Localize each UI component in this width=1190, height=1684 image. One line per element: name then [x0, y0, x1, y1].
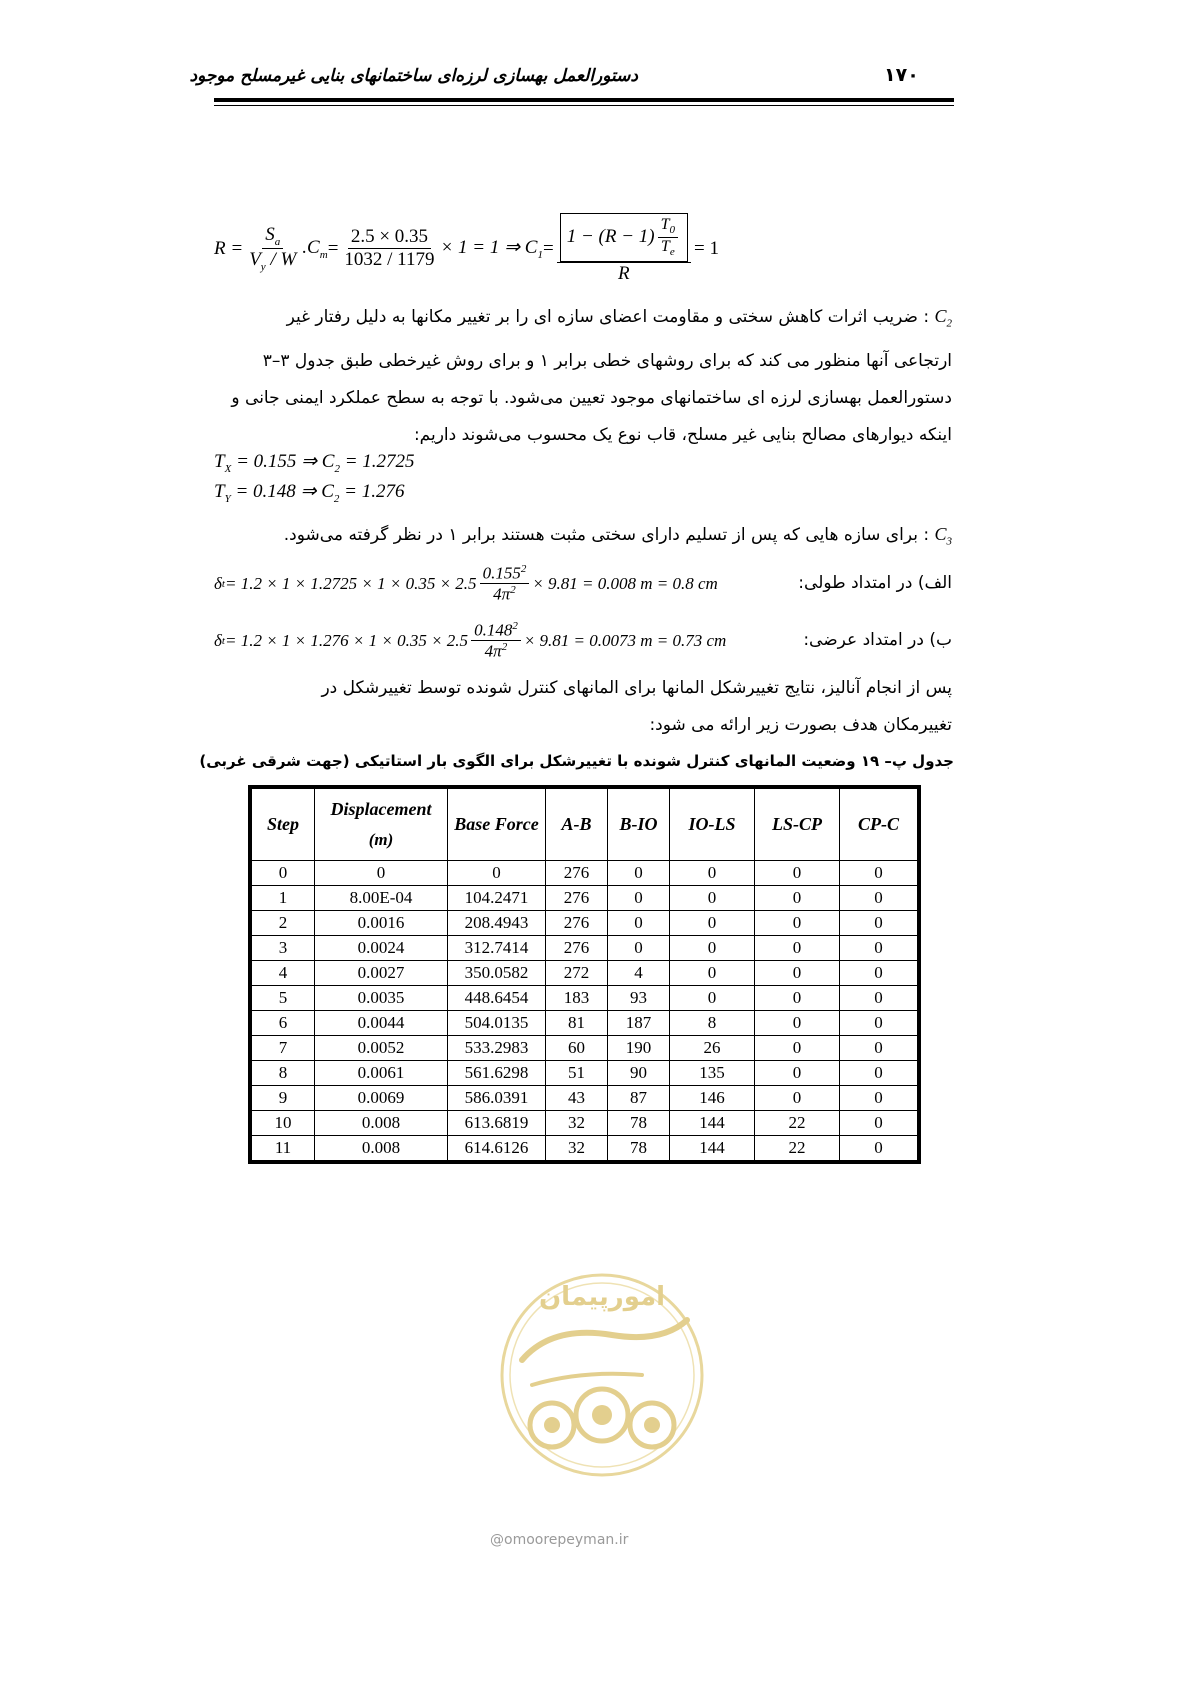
table-cell: 32 [546, 1136, 608, 1161]
fraction-sa-vyw [246, 224, 299, 274]
table-cell: 0 [840, 886, 918, 911]
table-cell: 87 [608, 1086, 670, 1111]
table-cell: 0 [755, 936, 840, 961]
table-cell: 0 [448, 861, 546, 886]
bracket-expression: 1 − (R − 1) $\frac{T_0}{T_e}$ [560, 213, 688, 262]
table-cell: 0 [608, 861, 670, 886]
table-cell: 0.0069 [315, 1086, 448, 1111]
table-cell: 9 [252, 1086, 315, 1111]
formula-r-lhs: R = [214, 237, 244, 259]
table-cell: 4 [252, 961, 315, 986]
table-cell: 0 [670, 986, 755, 1011]
table-cell: 276 [546, 911, 608, 936]
delta-transverse-equation: δ t = 1.2 × 1 × 1.276 × 1 × 0.35 × 2.5 $\frac{0.148^2}{4\pi^2}$ × 9.81 = 0.0073 m = 0.73 cm [214, 620, 727, 661]
paragraph-c2-line3: دستورالعمل بهسازی لرزه ای ساختمانهای موجود تعیین می‌شود. با توجه به سطح عملکرد ایمنی جانی و [231, 387, 952, 408]
table-cell: 187 [608, 1011, 670, 1036]
table-cell: 11 [252, 1136, 315, 1161]
table-cell: 183 [546, 986, 608, 1011]
table-cell: 0 [840, 1111, 918, 1136]
table-cell: 614.6126 [448, 1136, 546, 1161]
table-cell: 586.0391 [448, 1086, 546, 1111]
table-cell: 0 [670, 911, 755, 936]
equation-ty: $T_Y = 0.148$ ⇒ $C_2 = 1.276$ [214, 481, 405, 505]
table-cell: 0.0044 [315, 1011, 448, 1036]
fraction-c1 [557, 213, 691, 285]
table-cell: 0 [840, 1136, 918, 1161]
paragraph-c2-line2: ارتجاعی آنها منظور می کند که برای روشهای خطی برابر ۱ و برای روش غیرخطی طبق جدول ۳–۳ [262, 350, 952, 371]
table-cell: 0.0061 [315, 1061, 448, 1086]
table-row [252, 961, 918, 986]
table-cell: 0 [755, 886, 840, 911]
paragraph-c2 [214, 298, 952, 454]
table-cell: 0 [755, 1011, 840, 1036]
header-b-io: B-IO [608, 789, 670, 861]
table-cell: 60 [546, 1036, 608, 1061]
table-cell: 6 [252, 1011, 315, 1036]
table-cell: 144 [670, 1111, 755, 1136]
equals-1: = [327, 237, 339, 259]
table-cell: 78 [608, 1136, 670, 1161]
watermark-url: @omoorepeyman.ir [490, 1532, 629, 1548]
table-cell: 312.7414 [448, 936, 546, 961]
table-cell: 1 [252, 886, 315, 911]
table-cell: 0 [840, 936, 918, 961]
c3-symbol: $C_3$ [934, 524, 952, 548]
table-cell: 0 [670, 936, 755, 961]
header-step: Step [252, 789, 315, 861]
table-cell: 81 [546, 1011, 608, 1036]
table-cell: 5 [252, 986, 315, 1011]
table-cell: 0.008 [315, 1136, 448, 1161]
paragraph-after-line2: تغییرمکان هدف بصورت زیر ارائه می شود: [649, 715, 952, 735]
table-cell: 0 [755, 986, 840, 1011]
delta-longitudinal-label: الف) در امتداد طولی: [798, 573, 952, 593]
paragraph-c2-line1: $C_2$ : ضریب اثرات کاهش سختی و مقاومت اعضای سازه ای را بر تغییر مکانها به دلیل رفتار غیر [286, 306, 952, 330]
table-cell: 0 [670, 886, 755, 911]
equation-tx: $T_X = 0.155$ ⇒ $C_2 = 1.2725$ [214, 451, 415, 475]
header-a-b: A-B [546, 789, 608, 861]
table-cell: 208.4943 [448, 911, 546, 936]
results-table [251, 788, 918, 1161]
fraction-sa-numerator: $S_a$ [262, 224, 283, 249]
table-row [252, 1111, 918, 1136]
table-cell: 43 [546, 1086, 608, 1111]
formula-r-c1 [214, 213, 719, 285]
table-cell: 0 [608, 886, 670, 911]
header-displacement-unit: (m) [368, 830, 394, 849]
table-row [252, 1036, 918, 1061]
table-cell: 135 [670, 1061, 755, 1086]
table-caption: جدول پ– ۱۹ وضعیت المانهای کنترل شونده با تغییرشکل برای الگوی بار استاتیکی (جهت شرقی غربی) [199, 752, 954, 770]
table-cell: 2 [252, 911, 315, 936]
header-cp-c: CP-C [840, 789, 918, 861]
header-base-force: Base Force [448, 789, 546, 861]
table-cell: 0.0052 [315, 1036, 448, 1061]
header-rule-thin [214, 105, 954, 106]
delta-longitudinal-fraction: $\frac{0.155^2}{4\pi^2}$ [480, 563, 530, 604]
delta-transverse-fraction: $\frac{0.148^2}{4\pi^2}$ [471, 620, 521, 661]
table-cell: 8.00E-04 [315, 886, 448, 911]
table-cell: 90 [608, 1061, 670, 1086]
table-row [252, 1061, 918, 1086]
table-cell: 7 [252, 1036, 315, 1061]
header-ls-cp: LS-CP [755, 789, 840, 861]
header-displacement: Displacement (m) [315, 789, 448, 861]
table-cell: 104.2471 [448, 886, 546, 911]
table-cell: 3 [252, 936, 315, 961]
table-cell: 0 [840, 1086, 918, 1111]
table-cell: 0.0035 [315, 986, 448, 1011]
table-cell: 0 [252, 861, 315, 886]
header-io-ls: IO-LS [670, 789, 755, 861]
equals-2: = [542, 237, 554, 259]
table-cell: 0 [755, 861, 840, 886]
table-cell: 0 [608, 936, 670, 961]
watermark-logo-text: امورپیمان [538, 1282, 666, 1312]
paragraph-c3: $C_3$ : برای سازه هایی که پس از تسلیم دارای سختی مثبت هستند برابر ۱ در نظر گرفته می‌شود. [283, 524, 952, 548]
table-cell: 0 [840, 1061, 918, 1086]
table-cell: 613.6819 [448, 1111, 546, 1136]
table-cell: 0 [840, 961, 918, 986]
table-cell: 0 [755, 1036, 840, 1061]
table-row [252, 1136, 918, 1161]
table-cell: 272 [546, 961, 608, 986]
table-cell: 93 [608, 986, 670, 1011]
table-cell: 0 [755, 961, 840, 986]
fraction-c1-denominator: R [618, 262, 630, 284]
table-cell: 8 [252, 1061, 315, 1086]
table-cell: 504.0135 [448, 1011, 546, 1036]
table-cell: 78 [608, 1111, 670, 1136]
table-cell: 32 [546, 1111, 608, 1136]
table-header-row [252, 789, 918, 861]
paragraph-c2-line4: اینکه دیوارهای مصالح بنایی غیر مسلح، قاب نوع یک محسوب می‌شوند داریم: [413, 424, 952, 445]
fraction-t0-te: $\frac{T_0}{T_e}$ [658, 216, 678, 259]
cm-term: $.C_m$ [302, 236, 328, 261]
table-cell: 0.0016 [315, 911, 448, 936]
table-cell: 276 [546, 886, 608, 911]
delta-transverse-label: ب) در امتداد عرضی: [803, 630, 952, 650]
table-row [252, 986, 918, 1011]
table-cell: 533.2983 [448, 1036, 546, 1061]
table-row [252, 1086, 918, 1111]
watermark-logo [492, 1265, 712, 1485]
fraction-numeric-numerator: 2.5 × 0.35 [348, 226, 431, 249]
paragraph-after-line1: پس از انجام آنالیز، نتایج تغییرشکل المانها برای المانهای کنترل شونده توسط تغییرشکل در [321, 678, 952, 698]
table-cell: 51 [546, 1061, 608, 1086]
table-row [252, 886, 918, 911]
table-cell: 26 [670, 1036, 755, 1061]
table-cell: 0 [840, 861, 918, 886]
page-number: ۱۷۰ [884, 64, 919, 86]
table-cell: 0.008 [315, 1111, 448, 1136]
table-cell: 0 [840, 911, 918, 936]
running-header-title: دستورالعمل بهسازی لرزه‌ای ساختمانهای بنایی غیرمسلح موجود [189, 66, 638, 86]
table-cell: 0 [755, 1086, 840, 1111]
table-cell: 146 [670, 1086, 755, 1111]
table-cell: 0 [670, 961, 755, 986]
fraction-numeric [341, 226, 437, 271]
fraction-sa-denominator: $V_y$ / W [249, 249, 297, 274]
table-cell: 448.6454 [448, 986, 546, 1011]
table-cell: 0 [840, 1036, 918, 1061]
table-cell: 0 [840, 1011, 918, 1036]
table-cell: 4 [608, 961, 670, 986]
table-row [252, 1011, 918, 1036]
table-row [252, 911, 918, 936]
table-cell: 561.6298 [448, 1061, 546, 1086]
table-cell: 10 [252, 1111, 315, 1136]
fraction-numeric-denominator: 1032 / 1179 [344, 249, 435, 271]
table-row [252, 861, 918, 886]
table-cell: 0 [608, 911, 670, 936]
table-cell: 22 [755, 1136, 840, 1161]
fraction-c1-numerator [557, 213, 691, 263]
table-cell: 0.0024 [315, 936, 448, 961]
results-table-wrapper [248, 785, 921, 1164]
table-cell: 0 [840, 986, 918, 1011]
watermark-logo-icon [492, 1265, 712, 1485]
c1-implies: × 1 = 1 ⇒ $C_1$ [440, 237, 543, 262]
paragraph-after-analysis [214, 670, 952, 744]
table-cell: 276 [546, 861, 608, 886]
table-cell: 350.0582 [448, 961, 546, 986]
table-row [252, 936, 918, 961]
table-cell: 144 [670, 1136, 755, 1161]
table-cell: 22 [755, 1111, 840, 1136]
table-cell: 0.0027 [315, 961, 448, 986]
c1-result: = 1 [694, 237, 719, 259]
table-cell: 190 [608, 1036, 670, 1061]
table-cell: 276 [546, 936, 608, 961]
delta-longitudinal-equation: δ t = 1.2 × 1 × 1.2725 × 1 × 0.35 × 2.5 $\frac{0.155^2}{4\pi^2}$ × 9.81 = 0.008 m = 0.8 cm [214, 563, 718, 604]
table-cell: 8 [670, 1011, 755, 1036]
table-cell: 0 [315, 861, 448, 886]
table-cell: 0 [755, 911, 840, 936]
header-rule-thick [214, 98, 954, 102]
c2-symbol: $C_2$ [934, 306, 952, 330]
table-cell: 0 [755, 1061, 840, 1086]
table-cell: 0 [670, 861, 755, 886]
